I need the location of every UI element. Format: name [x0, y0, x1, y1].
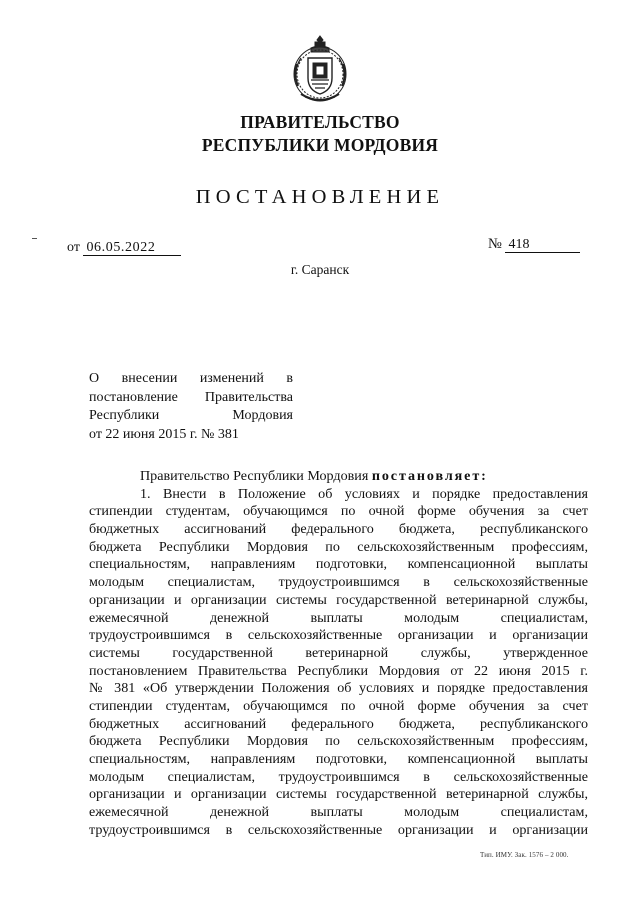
body-line: трудоустроившимся в сельскохозяйственные организации и организации: [89, 627, 588, 644]
body-line: бюджетных ассигнований федерального бюджета, республиканского: [89, 715, 588, 732]
intro-decree-word: постановляет:: [371, 468, 488, 484]
body-line: молодым специалистам, трудоустроившимся в сельскохозяйственные: [89, 574, 588, 591]
organization-name-line-2: РЕСПУБЛИКИ МОРДОВИЯ: [201, 135, 439, 155]
body-line: бюджета Республики Мордовия по сельскохозяйственным профессиям,: [89, 733, 588, 750]
margin-mark: [32, 238, 37, 239]
body-line: стипендии студентам, обучающимся по очной форме обучения за счет: [89, 503, 588, 520]
number-prefix: №: [488, 236, 502, 252]
subject-line: постановление Правительства: [89, 389, 293, 405]
document-type-title: ПОСТАНОВЛЕНИЕ: [195, 186, 445, 208]
number-row: [488, 236, 580, 253]
body-line: организации и организации системы государственной ветеринарной службы,: [89, 591, 588, 608]
subject-line: О внесении изменений в: [89, 371, 293, 386]
body-line: организации и организации системы государственной ветеринарной службы,: [89, 786, 588, 803]
document-body: [89, 468, 588, 839]
coat-of-arms-icon: [289, 34, 351, 104]
date-row: [67, 240, 181, 256]
body-line: бюджета Республики Мордовия по сельскохозяйственным профессиям,: [89, 538, 588, 555]
organization-name-line-1: ПРАВИТЕЛЬСТВО: [240, 112, 400, 132]
body-line: ежемесячной денежной выплаты молодым специалистам,: [89, 609, 588, 626]
body-line: трудоустроившимся в сельскохозяйственные организации и организации: [89, 821, 588, 838]
body-line: ежемесячной денежной выплаты молодым специалистам,: [89, 804, 588, 821]
body-line: бюджетных ассигнований федерального бюджета, республиканского: [89, 521, 588, 538]
body-line: 1. Внести в Положение об условиях и порядке предоставления: [140, 485, 588, 502]
body-line: стипендии студентам, обучающимся по очной форме обучения за счет: [89, 697, 588, 714]
body-line: системы государственной ветеринарной службы, утвержденное: [89, 644, 588, 661]
document-number: 418: [505, 238, 580, 253]
intro-text: Правительство Республики Мордовия: [140, 468, 372, 484]
city-name: г. Саранск: [290, 262, 350, 277]
body-line: молодым специалистам, трудоустроившимся в сельскохозяйственные: [89, 768, 588, 785]
date-prefix: от: [67, 240, 80, 255]
body-intro-line: [89, 468, 588, 486]
body-line: специальностям, направлениям подготовки, компенсационной выплаты: [89, 751, 588, 767]
print-info: Тип. ИМУ. Зак. 1576 – 2 000.: [480, 851, 569, 859]
document-subject: [89, 370, 293, 444]
subject-line: Республики Мордовия: [89, 408, 293, 423]
document-date: 06.05.2022: [83, 241, 181, 256]
body-line: специальностям, направлениям подготовки, компенсационной выплаты: [89, 556, 588, 573]
body-line: № 381 «Об утверждении Положения об условиях и порядке предоставления: [89, 680, 588, 697]
subject-line: от 22 июня 2015 г. № 381: [89, 426, 239, 442]
body-line: постановлением Правительства Республики Мордовия от 22 июня 2015 г.: [89, 662, 588, 679]
